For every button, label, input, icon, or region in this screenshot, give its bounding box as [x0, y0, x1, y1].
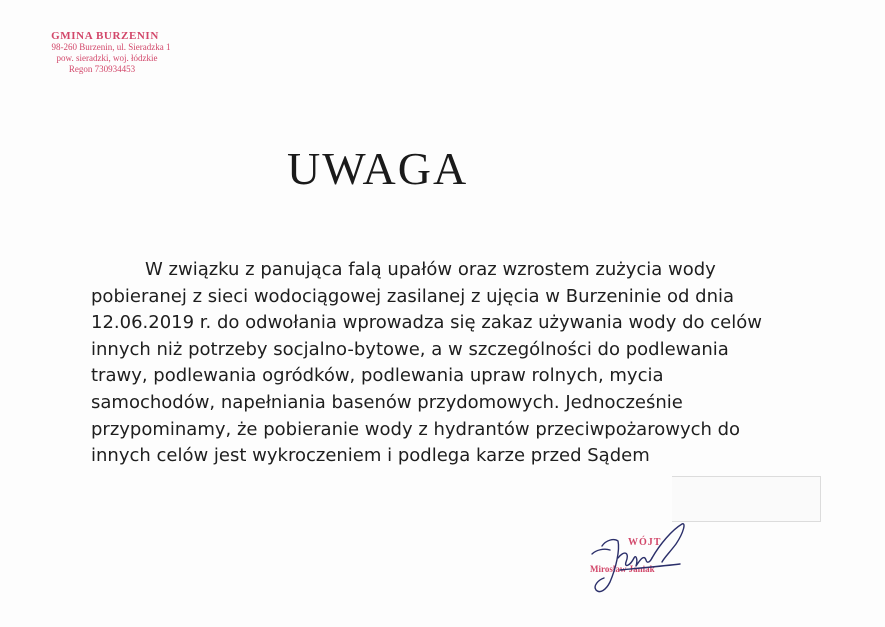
body-line: W związku z panująca falą upałów oraz wzrostem zużycia wody — [145, 259, 716, 280]
body-line: 12.06.2019 r. do odwołania wprowadza się zakaz używania wody do celów — [91, 312, 762, 334]
stamp-title: GMINA BURZENIN — [51, 30, 159, 42]
body-line: trawy, podlewania ogródków, podlewania upraw rolnych, mycia — [91, 365, 664, 387]
handwritten-signature — [580, 510, 700, 605]
stamp-address: 98-260 Burzenin, ul. Sieradzka 1 — [51, 42, 171, 52]
body-line: samochodów, napełniania basenów przydomowych. Jednocześnie — [91, 391, 683, 413]
signature-block — [580, 510, 700, 605]
body-line: innych celów jest wykroczeniem i podlega karze przed Sądem — [91, 445, 650, 467]
body-line: pobieranej z sieci wodociągowej zasilanej z ujęcia w Burzeninie od dnia — [91, 285, 735, 307]
body-line: przypominamy, że pobieranie wody z hydrantów przeciwpożarowych do — [91, 418, 741, 440]
signature-stamp-title: WÓJT — [628, 537, 662, 548]
notice-body — [91, 257, 811, 470]
stamp-regon: Regon 730934453 — [68, 64, 136, 74]
signature-stamp-name: Mirosław Janiak — [590, 564, 655, 574]
notice-heading: UWAGA — [287, 143, 469, 194]
municipality-stamp — [22, 30, 182, 75]
body-line: innych niż potrzeby socjalno-bytowe, a w szczególności do podlewania — [91, 338, 729, 360]
stamp-district: pow. sieradzki, woj. łódzkie — [56, 53, 158, 63]
